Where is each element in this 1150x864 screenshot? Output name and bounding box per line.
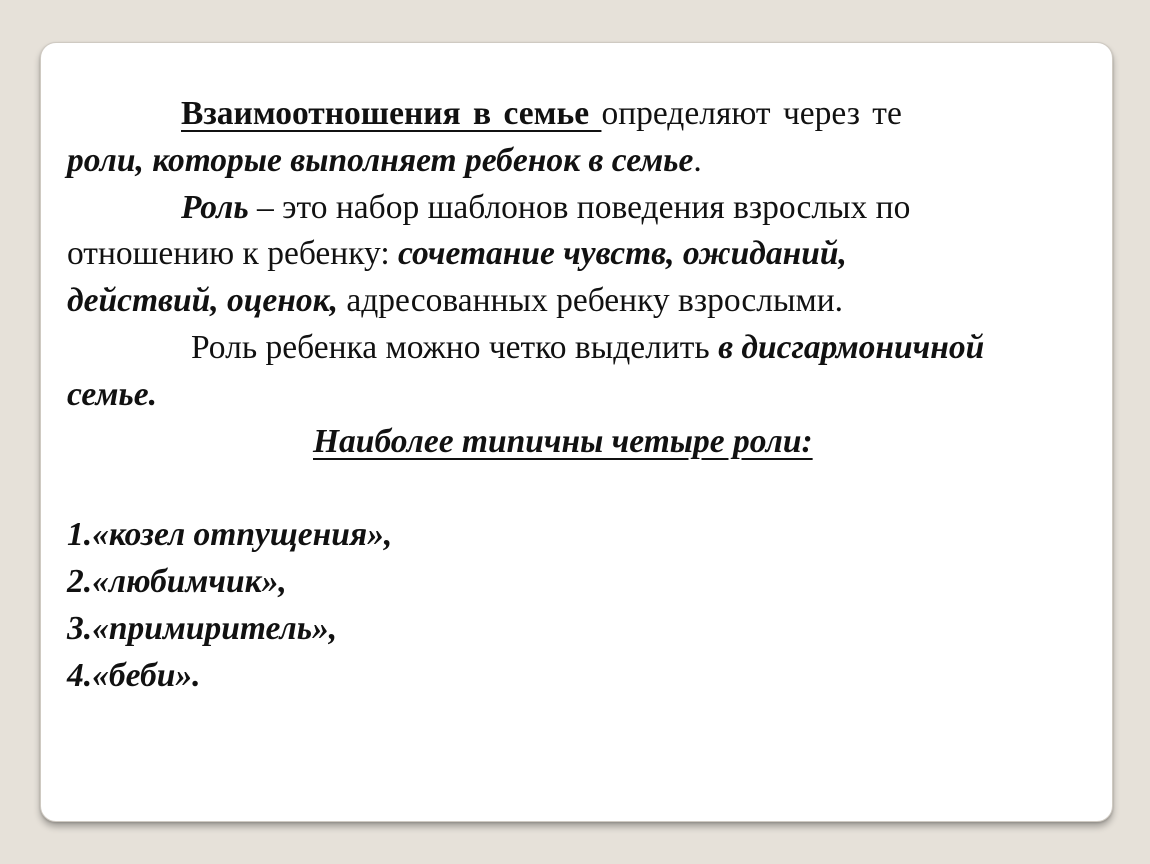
para1-end: . — [693, 141, 702, 179]
role-item: 4.«беби». — [67, 656, 201, 694]
para1-text: определяют через те — [601, 95, 902, 132]
paragraph-disharmonious-family — [67, 325, 1107, 372]
paragraph-family-relations-cont — [67, 138, 1107, 185]
term-role: Роль — [181, 188, 249, 226]
para3-emphasis2: семье. — [67, 375, 157, 413]
role-item: 1.«козел отпущения», — [67, 516, 393, 554]
paragraph-role-definition — [67, 185, 1107, 232]
paragraph-family-relations — [67, 91, 1107, 138]
para2-emphasis2: действий, оценок, — [67, 282, 338, 320]
role-item: 2.«любимчик», — [67, 562, 287, 600]
para3-text: Роль ребенка можно четко выделить — [191, 328, 719, 366]
para2-text3: адресованных ребенку взрослыми. — [337, 282, 844, 320]
para2-emphasis1: сочетание чувств, ожиданий, — [398, 235, 847, 273]
paragraph-role-definition-line2 — [67, 231, 1107, 278]
roles-subtitle-text: Наиболее типичны четыре роли: — [313, 422, 813, 460]
term-family-relations: Взаимоотношения в семье — [181, 95, 602, 132]
para2-text1: – это набор шаблонов поведения взрослых по — [248, 188, 911, 226]
spacer — [67, 465, 1107, 512]
para3-emphasis1: в дисгармоничной — [718, 328, 985, 366]
slide-text — [67, 91, 1107, 699]
role-item: 3.«примиритель», — [67, 609, 338, 647]
paragraph-role-definition-line3 — [67, 278, 1107, 325]
paragraph-disharmonious-family-cont — [67, 372, 1107, 419]
slide-panel — [40, 42, 1113, 822]
para2-text2: отношению к ребенку: — [67, 235, 399, 273]
roles-subtitle — [67, 419, 1107, 466]
para1-emphasis: роли, которые выполняет ребенок в семье — [67, 141, 694, 179]
